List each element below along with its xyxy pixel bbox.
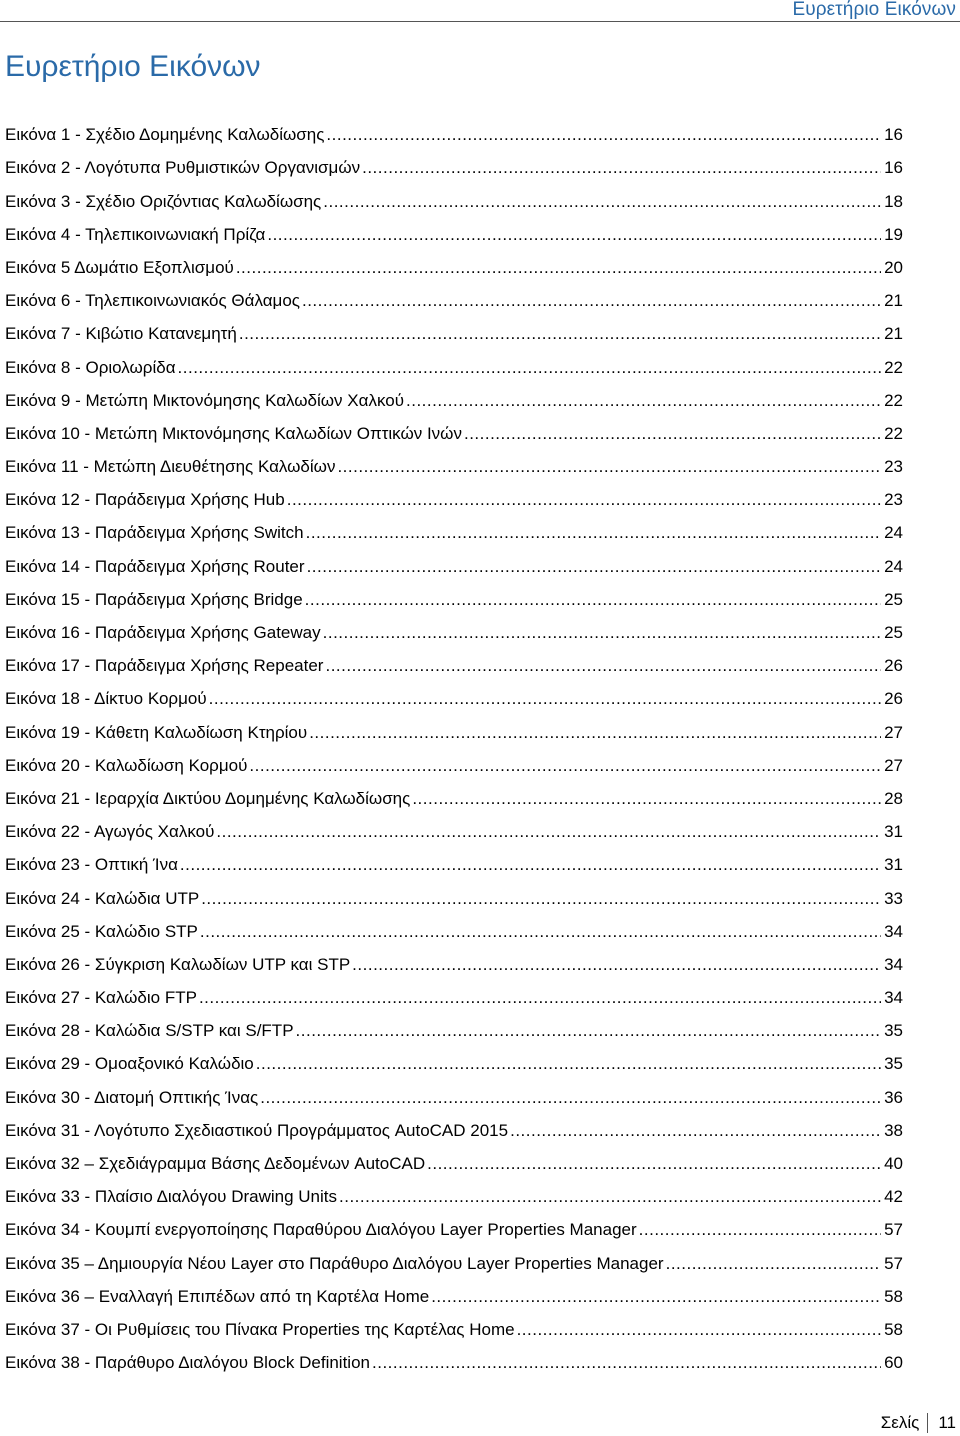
running-header: Ευρετήριο Εικόνων <box>792 0 956 20</box>
toc-entry-label: Εικόνα 32 – Σχεδιάγραμμα Βάσης Δεδομένων AutoCAD <box>5 1154 426 1173</box>
dot-leader <box>296 1020 882 1042</box>
toc-entry-label: Εικόνα 5 Δωμάτιο Εξοπλισμού <box>5 257 234 277</box>
toc-entry[interactable] <box>5 1109 903 1142</box>
toc-entry-label: Εικόνα 26 - Σύγκριση Καλωδίων UTP και STP <box>5 954 351 974</box>
dot-leader <box>337 456 881 478</box>
toc-entry-label: Εικόνα 22 - Αγωγός Χαλκού <box>5 822 215 842</box>
toc-entry-label: Εικόνα 18 - Δίκτυο Κορμού <box>5 689 207 709</box>
page-footer <box>881 1413 956 1433</box>
page-number: 11 <box>938 1413 956 1432</box>
toc-entry[interactable] <box>5 1308 903 1341</box>
dot-leader <box>326 124 881 146</box>
toc-entry[interactable] <box>5 710 903 743</box>
toc-entry-label: Εικόνα 20 - Καλωδίωση Κορμού <box>5 755 248 775</box>
toc-entry[interactable] <box>5 677 903 710</box>
toc-entry-label: Εικόνα 17 - Παράδειγμα Χρήσης Repeater <box>5 656 324 676</box>
toc-entry-page: 23 <box>884 490 903 510</box>
toc-entry-label: Εικόνα 36 – Εναλλαγή Επιπέδων από τη Καρτέλα Home <box>5 1286 430 1306</box>
toc-entry[interactable] <box>5 1241 903 1274</box>
toc-entry[interactable] <box>5 312 903 345</box>
toc-entry[interactable] <box>5 910 903 943</box>
toc-entry[interactable] <box>5 146 903 179</box>
dot-leader <box>305 589 881 611</box>
toc-entry-page: 16 <box>884 158 903 178</box>
toc-entry[interactable] <box>5 744 903 777</box>
dot-leader <box>372 1352 881 1374</box>
toc-entry[interactable] <box>5 113 903 146</box>
toc-entry-label: Εικόνα 27 - Καλώδιο FTP <box>5 988 197 1008</box>
toc-entry[interactable] <box>5 279 903 312</box>
dot-leader <box>180 854 881 876</box>
toc-entry-page: 35 <box>884 1054 903 1074</box>
toc-entry-page: 31 <box>884 855 903 875</box>
toc-entry-page: 26 <box>884 656 903 676</box>
toc-entry-label: Εικόνα 16 - Παράδειγμα Χρήσης Gateway <box>5 623 321 642</box>
toc-entry[interactable] <box>5 810 903 843</box>
toc-entry-label: Εικόνα 35 – Δημιουργία Νέου Layer στο Παράθυρο Διαλόγου Layer Properties Manager <box>5 1253 664 1273</box>
toc-entry[interactable] <box>5 1142 903 1175</box>
toc-entry-page: 34 <box>884 954 903 974</box>
toc-entry[interactable] <box>5 644 903 677</box>
toc-entry-page: 22 <box>884 423 903 443</box>
toc-entry[interactable] <box>5 445 903 478</box>
toc-entry-label: Εικόνα 4 - Τηλεπικοινωνιακή Πρίζα <box>5 224 266 244</box>
toc-entry-page: 57 <box>884 1253 903 1273</box>
toc-entry-page: 60 <box>884 1353 903 1373</box>
toc-entry[interactable] <box>5 1175 903 1208</box>
toc-entry-label: Εικόνα 21 - Ιεραρχία Δικτύου Δομημένης Καλωδίωσης <box>5 788 411 808</box>
toc-entry-label: Εικόνα 6 - Τηλεπικοινωνιακός Θάλαμος <box>5 291 300 311</box>
dot-leader <box>323 622 881 644</box>
toc-entry-page: 31 <box>884 822 903 842</box>
dot-leader <box>517 1319 882 1341</box>
toc-entry-page: 58 <box>884 1319 903 1339</box>
toc-entry[interactable] <box>5 777 903 810</box>
dot-leader <box>287 489 881 511</box>
toc-entry-page: 25 <box>884 623 903 642</box>
toc-entry-label: Εικόνα 23 - Οπτική Ίνα <box>5 855 178 875</box>
dot-leader <box>427 1153 881 1175</box>
toc-entry[interactable] <box>5 1042 903 1075</box>
toc-entry-label: Εικόνα 28 - Καλώδια S/STP και S/FTP <box>5 1021 294 1041</box>
dot-leader <box>309 722 881 744</box>
toc-entry[interactable] <box>5 876 903 909</box>
toc-entry-page: 42 <box>884 1187 903 1207</box>
toc-entry[interactable] <box>5 379 903 412</box>
toc-entry-page: 23 <box>884 457 903 477</box>
toc-entry-page: 25 <box>884 589 903 609</box>
toc-entry-label: Εικόνα 8 - Οριολωρίδα <box>5 357 176 377</box>
toc-entry-page: 21 <box>884 291 903 311</box>
toc-entry-page: 24 <box>884 523 903 543</box>
toc-entry[interactable] <box>5 1275 903 1308</box>
dot-leader <box>302 290 881 312</box>
toc-entry-label: Εικόνα 10 - Μετώπη Μικτονόμησης Καλωδίων Οπτικών Ινών <box>5 423 462 443</box>
dot-leader <box>666 1253 881 1275</box>
dot-leader <box>256 1053 881 1075</box>
toc-entry-label: Εικόνα 34 - Κουμπί ενεργοποίησης Παραθύρου Διαλόγου Layer Properties Manager <box>5 1220 637 1240</box>
toc-entry[interactable] <box>5 345 903 378</box>
toc-entry-page: 35 <box>884 1021 903 1041</box>
header-rule <box>0 21 960 22</box>
dot-leader <box>325 655 881 677</box>
dot-leader <box>431 1286 881 1308</box>
toc-entry[interactable] <box>5 544 903 577</box>
dot-leader <box>306 522 881 544</box>
toc-entry[interactable] <box>5 578 903 611</box>
toc-entry[interactable] <box>5 1075 903 1108</box>
toc-entry-page: 18 <box>884 191 903 211</box>
toc-entry[interactable] <box>5 843 903 876</box>
toc-entry[interactable] <box>5 1208 903 1241</box>
dot-leader <box>260 1087 881 1109</box>
toc-entry-page: 20 <box>884 257 903 277</box>
toc-entry-page: 33 <box>884 888 903 908</box>
toc-entry-label: Εικόνα 30 - Διατομή Οπτικής Ίνας <box>5 1087 259 1107</box>
toc-entry[interactable] <box>5 611 903 644</box>
toc-entry[interactable] <box>5 943 903 976</box>
toc-entry-label: Εικόνα 37 - Οι Ρυθμίσεις του Πίνακα Properties της Καρτέλας Home <box>5 1319 515 1339</box>
toc-entry-page: 40 <box>884 1154 903 1173</box>
toc-entry-label: Εικόνα 7 - Κιβώτιο Κατανεμητή <box>5 324 237 344</box>
toc-entry[interactable] <box>5 976 903 1009</box>
toc-entry-page: 26 <box>884 689 903 709</box>
toc-entry-label: Εικόνα 19 - Κάθετη Καλωδίωση Κτηρίου <box>5 722 308 742</box>
toc-entry-page: 36 <box>884 1087 903 1107</box>
dot-leader <box>236 257 881 279</box>
toc-entry-label: Εικόνα 15 - Παράδειγμα Χρήσης Bridge <box>5 589 303 609</box>
figure-index-list <box>5 113 903 1374</box>
toc-entry-page: 27 <box>884 722 903 742</box>
toc-entry-page: 58 <box>884 1286 903 1306</box>
toc-entry-page: 28 <box>884 788 903 808</box>
dot-leader <box>307 556 882 578</box>
toc-entry-page: 22 <box>884 357 903 377</box>
toc-entry[interactable] <box>5 213 903 246</box>
toc-entry[interactable] <box>5 1341 903 1374</box>
dot-leader <box>201 888 881 910</box>
toc-entry[interactable] <box>5 246 903 279</box>
toc-entry[interactable] <box>5 478 903 511</box>
toc-entry-page: 38 <box>884 1120 903 1140</box>
toc-entry-label: Εικόνα 25 - Καλώδιο STP <box>5 921 198 941</box>
toc-entry[interactable] <box>5 1009 903 1042</box>
dot-leader <box>323 191 881 213</box>
dot-leader <box>199 987 881 1009</box>
toc-entry-page: 57 <box>884 1220 903 1240</box>
toc-entry-page: 19 <box>884 224 903 244</box>
toc-entry-label: Εικόνα 38 - Παράθυρο Διαλόγου Block Definition <box>5 1353 370 1373</box>
footer-separator <box>927 1413 928 1433</box>
toc-entry-label: Εικόνα 3 - Σχέδιο Οριζόντιας Καλωδίωσης <box>5 191 322 211</box>
toc-entry-label: Εικόνα 12 - Παράδειγμα Χρήσης Hub <box>5 490 285 510</box>
toc-entry-label: Εικόνα 24 - Καλώδια UTP <box>5 888 200 908</box>
toc-entry-label: Εικόνα 14 - Παράδειγμα Χρήσης Router <box>5 556 305 576</box>
toc-entry-label: Εικόνα 33 - Πλαίσιο Διαλόγου Drawing Units <box>5 1187 338 1207</box>
toc-entry-page: 22 <box>884 390 903 410</box>
dot-leader <box>406 390 881 412</box>
page-title: Ευρετήριο Εικόνων <box>5 50 261 83</box>
toc-entry-page: 24 <box>884 556 903 576</box>
dot-leader <box>639 1219 881 1241</box>
toc-entry-label: Εικόνα 9 - Μετώπη Μικτονόμησης Καλωδίων Χαλκού <box>5 390 404 410</box>
dot-leader <box>510 1120 881 1142</box>
toc-entry-label: Εικόνα 2 - Λογότυπα Ρυθμιστικών Οργανισμών <box>5 158 361 178</box>
toc-entry-label: Εικόνα 1 - Σχέδιο Δομημένης Καλωδίωσης <box>5 125 325 145</box>
page-label: Σελίς <box>880 1413 920 1432</box>
toc-entry-label: Εικόνα 29 - Ομοαξονικό Καλώδιο <box>5 1054 254 1074</box>
dot-leader <box>267 224 881 246</box>
dot-leader <box>412 788 881 810</box>
toc-entry-label: Εικόνα 13 - Παράδειγμα Χρήσης Switch <box>5 523 304 543</box>
dot-leader <box>249 755 881 777</box>
toc-entry-page: 16 <box>884 125 903 145</box>
toc-entry-page: 27 <box>884 755 903 775</box>
toc-entry-page: 34 <box>884 921 903 941</box>
toc-entry-label: Εικόνα 31 - Λογότυπο Σχεδιαστικού Προγράμματος AutoCAD 2015 <box>5 1120 509 1140</box>
toc-entry[interactable] <box>5 412 903 445</box>
dot-leader <box>352 954 881 976</box>
toc-entry-label: Εικόνα 11 - Μετώπη Διευθέτησης Καλωδίων <box>5 457 336 477</box>
dot-leader <box>362 157 881 179</box>
dot-leader <box>464 423 881 445</box>
toc-entry[interactable] <box>5 179 903 212</box>
toc-entry-page: 21 <box>884 324 903 344</box>
dot-leader <box>216 821 881 843</box>
dot-leader <box>178 357 882 379</box>
toc-entry-page: 34 <box>884 988 903 1008</box>
dot-leader <box>239 323 881 345</box>
toc-entry[interactable] <box>5 511 903 544</box>
dot-leader <box>209 688 881 710</box>
dot-leader <box>200 921 881 943</box>
dot-leader <box>339 1186 881 1208</box>
